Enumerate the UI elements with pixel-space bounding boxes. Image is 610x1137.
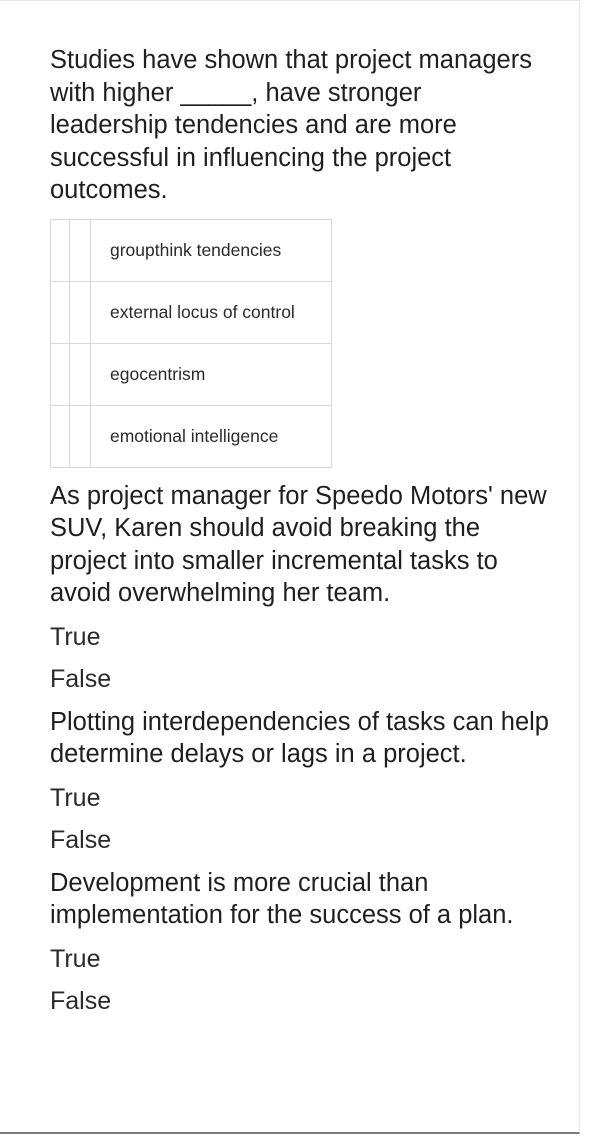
question-4-block	[50, 867, 550, 1016]
option-label[interactable]: external locus of control	[91, 281, 332, 343]
option-row[interactable]	[51, 219, 332, 281]
option-label[interactable]: egocentrism	[91, 343, 332, 405]
option-select-cell[interactable]	[51, 281, 70, 343]
option-select-cell[interactable]	[51, 405, 70, 467]
option-marker-cell[interactable]	[70, 219, 91, 281]
question-4-text: Development is more crucial than implementation for the success of a plan.	[50, 868, 514, 929]
option-select-cell[interactable]	[51, 343, 70, 405]
quiz-content	[50, 44, 550, 1016]
question-3-block	[50, 706, 550, 855]
option-label[interactable]: groupthink tendencies	[91, 219, 332, 281]
answer-true-option[interactable]: True	[50, 944, 101, 973]
option-marker-cell[interactable]	[70, 343, 91, 405]
answer-false-option[interactable]: False	[50, 986, 112, 1015]
answer-false-option[interactable]: False	[50, 664, 112, 693]
question-1-text: Studies have shown that project managers with higher _____, have stronger leadership tendencies and are more successful in influencing the project outcomes.	[50, 46, 532, 204]
option-marker-cell[interactable]	[70, 405, 91, 467]
option-marker-cell[interactable]	[70, 281, 91, 343]
question-2-block	[50, 480, 550, 694]
question-1-options-table	[50, 219, 332, 468]
answer-true-option[interactable]: True	[50, 783, 101, 812]
option-row[interactable]	[51, 281, 332, 343]
question-3-text: Plotting interdependencies of tasks can help determine delays or lags in a project.	[50, 707, 549, 768]
option-label[interactable]: emotional intelligence	[91, 405, 332, 467]
question-2-text: As project manager for Speedo Motors' new SUV, Karen should avoid breaking the project into smaller incremental tasks to avoid overwhelming her team.	[50, 481, 547, 607]
answer-false-option[interactable]: False	[50, 825, 112, 854]
option-select-cell[interactable]	[51, 219, 70, 281]
answer-true-option[interactable]: True	[50, 622, 101, 651]
option-row[interactable]	[51, 343, 332, 405]
option-row[interactable]	[51, 405, 332, 467]
